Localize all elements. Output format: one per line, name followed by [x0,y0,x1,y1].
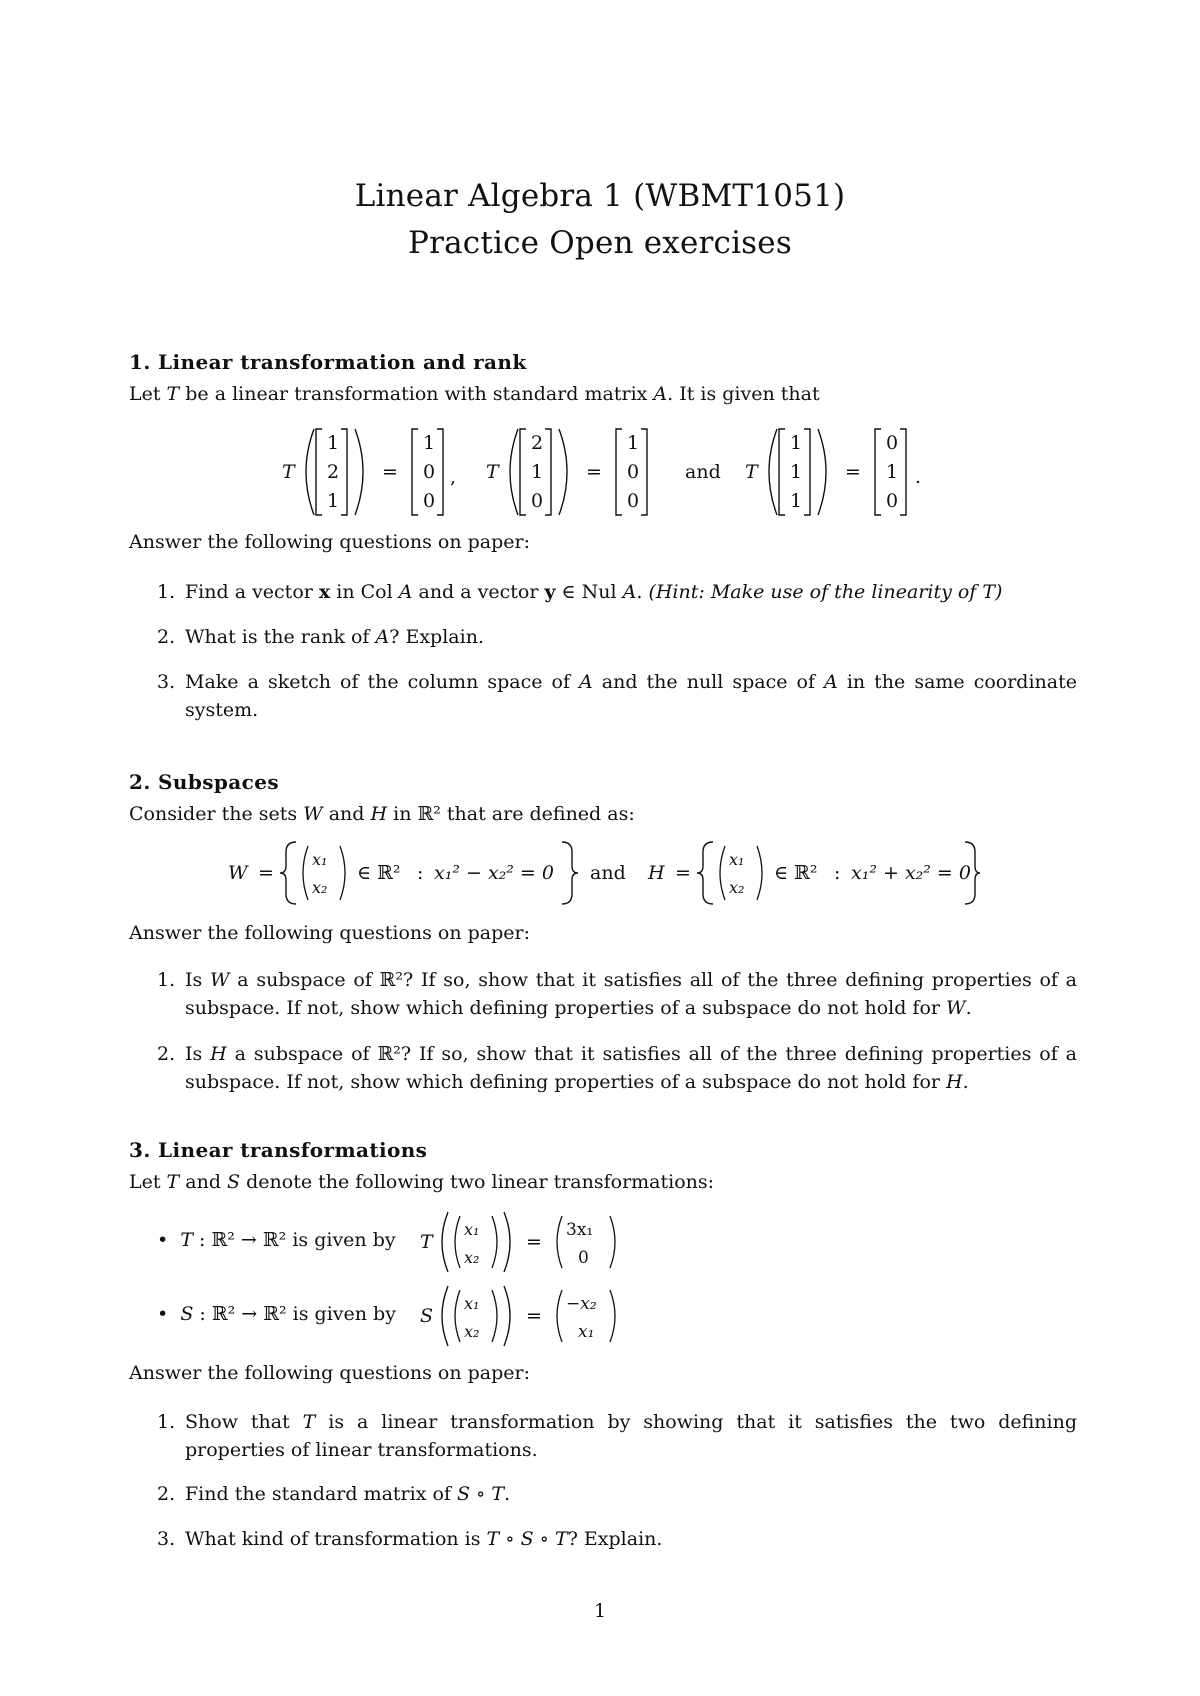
vec-entry: 2 [327,461,340,483]
eq-and: and [590,862,626,884]
vec-entry: 0 [627,461,640,483]
section3-bullet-2: • S : ℝ² → ℝ² is given by [157,1303,396,1325]
svg-text:x₂: x₂ [729,878,745,897]
section3-answer-prompt: Answer the following questions on paper: [129,1362,531,1384]
vec-entry: 0 [886,432,899,454]
vec-entry: 1 [790,490,803,512]
svg-text:=: = [675,862,691,884]
section1-answer-prompt: Answer the following questions on paper: [129,531,531,553]
section1-question-3: 3. Make a sketch of the column space of A and the null space of A in the same coordinate system. [157,671,1077,721]
eq-T-3: T [745,461,758,483]
vec-entry: 1 [790,432,803,454]
svg-text:∈ ℝ²: ∈ ℝ² [774,862,818,884]
document-title: Linear Algebra 1 (WBMT1051) [354,178,846,214]
vec-entry: 0 [423,461,436,483]
vec-entry: 1 [531,461,544,483]
eq-T-2: T [486,461,499,483]
brace-left [280,842,296,904]
eq-T-1: T [282,461,295,483]
section3-intro: Let T and S denote the following two linear transformations: [129,1171,715,1193]
paren-right [355,429,363,515]
vec-entry: 0 [886,490,899,512]
vec-entry: 0 [423,490,436,512]
svg-text:=: = [258,862,274,884]
section3-question-3: 3. What kind of transformation is T ∘ S ∘ T? Explain. [157,1528,663,1550]
section1-equation [270,425,930,520]
vec-entry: 0 [531,490,544,512]
svg-text:3x₁: 3x₁ [566,1220,594,1240]
vec-entry: 1 [790,461,803,483]
svg-text:x₁: x₁ [464,1220,480,1239]
section2-intro: Consider the sets W and H in ℝ² that are defined as: [129,803,635,825]
bracket-left [412,429,418,515]
svg-text:∈ ℝ²: ∈ ℝ² [357,862,401,884]
section3-question-2: 2. Find the standard matrix of S ∘ T. [157,1483,511,1505]
paren-left [306,429,314,515]
svg-text:=: = [845,461,861,483]
brace-right [562,842,578,904]
svg-text:=: = [526,1305,542,1327]
svg-text:x₁: x₁ [464,1294,480,1313]
section2-question-1: 1. Is W a subspace of ℝ²? If so, show that it satisfies all of the three defining properties of a subspace. If not, show which defining properties of a subspace do not hold for W. [157,969,1077,1019]
vec-entry: 1 [327,432,340,454]
vec-entry: 0 [627,490,640,512]
section1-intro: Let T be a linear transformation with standard matrix A. It is given that [129,383,820,405]
section1-question-2: 2. What is the rank of A? Explain. [157,626,484,648]
svg-text:S: S [420,1305,434,1327]
svg-text:x₁: x₁ [312,850,328,869]
svg-text:=: = [526,1231,542,1253]
svg-text:,: , [450,466,457,488]
svg-text:=: = [586,461,602,483]
section3-bullet1-equation [420,1210,640,1274]
svg-text:0: 0 [578,1248,589,1268]
svg-text:x₁: x₁ [729,850,745,869]
svg-text:−x₂: −x₂ [566,1294,597,1314]
eq-W: W [228,862,248,884]
svg-text:x₁² + x₂² = 0: x₁² + x₂² = 0 [851,862,971,884]
svg-text::: : [834,862,841,884]
svg-text:x₂: x₂ [312,878,328,897]
page-number: 1 [593,1600,607,1622]
vec-entry: 1 [627,432,640,454]
document-subtitle: Practice Open exercises [408,225,792,261]
section2-heading: 2. Subspaces [129,770,279,794]
section2-answer-prompt: Answer the following questions on paper: [129,922,531,944]
bracket-left [316,429,322,515]
svg-text::: : [417,862,424,884]
section3-bullet2-equation [420,1284,640,1348]
section2-equation [220,838,980,908]
section1-question-1: 1. Find a vector x in Col A and a vector y ∈ Nul A. (Hint: Make use of the linearity of T) [157,581,1003,603]
vec-entry: 1 [327,490,340,512]
equals-sign: = [382,461,398,483]
bracket-right [341,429,347,515]
vec-entry: 1 [423,432,436,454]
eq-H: H [648,862,665,884]
vec-entry: 1 [886,461,899,483]
section1-heading: 1. Linear transformation and rank [129,350,527,374]
svg-text:x₂: x₂ [464,1322,480,1341]
bracket-right [437,429,443,515]
section3-heading: 3. Linear transformations [129,1138,428,1162]
eq-and: and [685,461,721,483]
svg-text:.: . [915,466,922,488]
svg-text:T: T [420,1231,433,1253]
section3-question-1: 1. Show that T is a linear transformation by showing that it satisfies the two defining properties of linear transformations. [157,1411,1077,1461]
svg-text:x₂: x₂ [464,1248,480,1267]
section3-bullet-1: • T : ℝ² → ℝ² is given by [157,1229,396,1251]
svg-text:x₁² − x₂² = 0: x₁² − x₂² = 0 [434,862,554,884]
svg-text:x₁: x₁ [578,1322,595,1342]
section2-question-2: 2. Is H a subspace of ℝ²? If so, show that it satisfies all of the three defining properties of a subspace. If not, show which defining properties of a subspace do not hold for H. [157,1043,1077,1093]
vec-entry: 2 [531,432,544,454]
